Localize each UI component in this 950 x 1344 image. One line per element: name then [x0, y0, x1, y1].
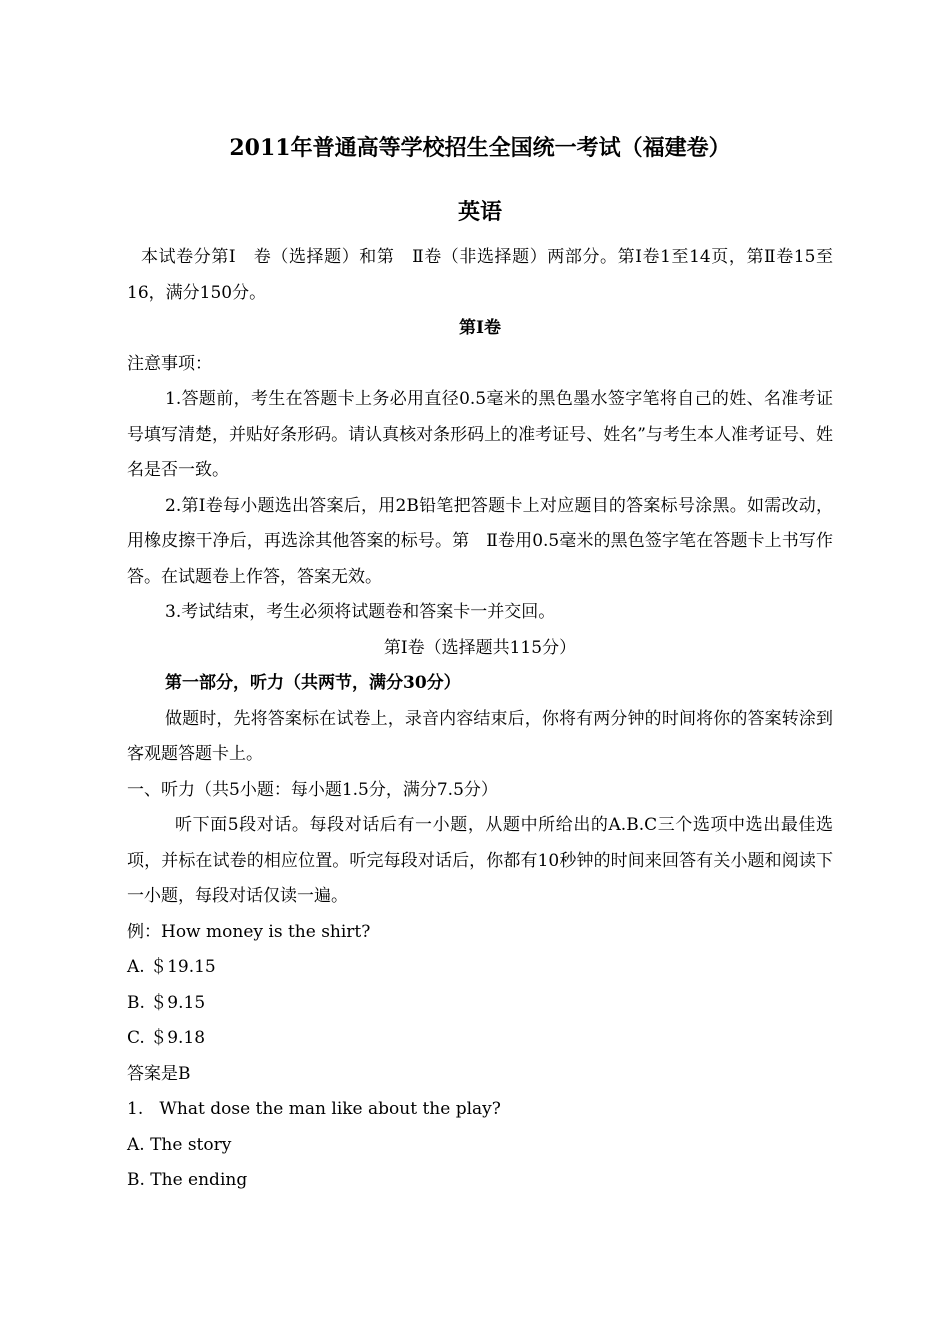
question-1-option-a: A. The story: [127, 1134, 232, 1155]
example-option-a: A. ＄19.15: [127, 957, 216, 977]
section-heading: 第Ⅰ卷（选择题共115分）: [383, 637, 577, 658]
note-3: 3.考试结束，考生必须将试题卷和答案卡一并交回。: [165, 602, 556, 622]
example-option-c: C. ＄9.18: [127, 1028, 206, 1048]
note-1: 1.答题前，考生在答题卡上务必用直径0.5毫米的黑色墨水签字笔将自己的姓、名准考证号填写清楚，并贴好条形码。请认真核对条形码上的准考证号、姓名”与考生本人准考证号、姓名是否一致。: [127, 389, 833, 480]
question-1-option-b: B. The ending: [127, 1170, 248, 1190]
exam-title: 2011年普通高等学校招生全国统一考试（福建卷）: [229, 135, 731, 161]
example-question: 例：How money is the shirt?: [127, 921, 371, 942]
example-option-b: B. ＄9.15: [127, 992, 206, 1013]
question-1: 1. What dose the man like about the play?: [127, 1099, 501, 1119]
intro-paragraph: 本试卷分第Ⅰ 卷（选择题）和第 Ⅱ卷（非选择题）两部分。第Ⅰ卷1至14页，第Ⅱ卷15至16，满分150分。: [127, 247, 833, 303]
subject-title: 英语: [457, 199, 502, 225]
listening-subsection: 一、听力（共5小题：每小题1.5分，满分7.5分）: [127, 779, 498, 800]
part-heading: 第一部分，听力（共两节，满分30分）: [165, 673, 461, 693]
listening-instructions-2: 听下面5段对话。每段对话后有一小题，从题中所给出的A.B.C三个选项中选出最佳选项，并标在试卷的相应位置。听完每段对话后，你都有10秒钟的时间来回答有关小题和阅读下一小题，每段对话仅读一遍。: [127, 815, 833, 906]
note-2: 2.第Ⅰ卷每小题选出答案后，用2B铅笔把答题卡上对应题目的答案标号涂黑。如需改动，用橡皮擦干净后，再选涂其他答案的标号。第 Ⅱ卷用0.5毫米的黑色签字笔在答题卡上书写作答。在试题卷上作答，答案无效。: [127, 495, 833, 587]
document-body: [127, 128, 833, 1199]
example-answer: 答案是B: [127, 1063, 191, 1084]
listening-instructions: 做题时，先将答案标在试卷上，录音内容结束后，你将有两分钟的时间将你的答案转涂到客观题答题卡上。: [127, 708, 833, 764]
part1-heading: 第Ⅰ卷: [459, 318, 501, 338]
notes-heading: 注意事项：: [127, 353, 212, 374]
